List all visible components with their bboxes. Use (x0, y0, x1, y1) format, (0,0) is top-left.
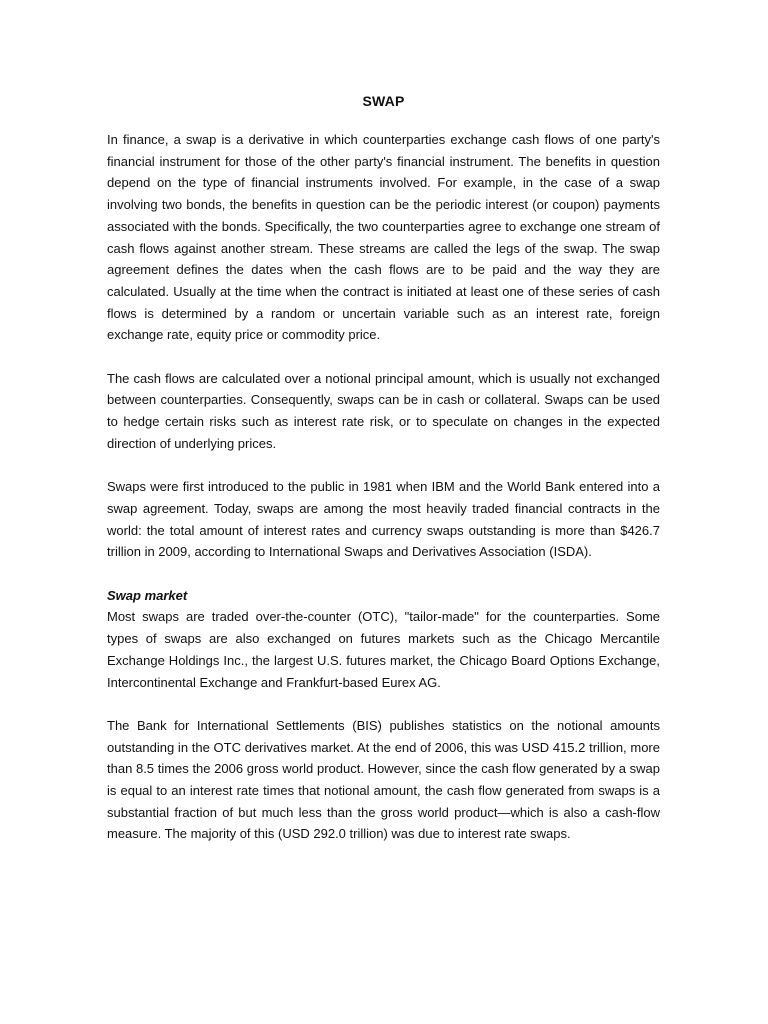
section-heading-swap-market: Swap market (107, 587, 188, 603)
paragraph-otc-trading: Most swaps are traded over-the-counter (OTC), "tailor-made" for the counterparties. Some types of swaps are also exchanged on futures markets such as the Chicago Mercantile Exchange Holdings Inc., the largest U.S. futures market, the Chicago Board Options Exchange, Intercontinental Exchange and Frankfurt-based Eurex AG. (107, 609, 660, 690)
paragraph-definition: In finance, a swap is a derivative in which counterparties exchange cash flows of one party's financial instrument for those of the other party's financial instrument. The benefits in question depend on the type of financial instruments involved. For example, in the case of a swap involving two bonds, the benefits in question can be the periodic interest (or coupon) payments associated with the bonds. Specifically, the two counterparties agree to exchange one stream of cash flows against another stream. These streams are called the legs of the swap. The swap agreement defines the dates when the cash flows are to be paid and the way they are calculated. Usually at the time when the contract is initiated at least one of these series of cash flows is determined by a random or uncertain variable such as an interest rate, foreign exchange rate, equity price or commodity price. (107, 132, 660, 343)
paragraph-history: Swaps were first introduced to the public in 1981 when IBM and the World Bank entered into a swap agreement. Today, swaps are among the most heavily traded financial contracts in the world: the total amount of interest rates and currency swaps outstanding is more than $426.7 trillion in 2009, according to International Swaps and Derivatives Association (ISDA). (107, 479, 660, 560)
paragraph-bis-statistics: The Bank for International Settlements (BIS) publishes statistics on the notional amounts outstanding in the OTC derivatives market. At the end of 2006, this was USD 415.2 trillion, more than 8.5 times the 2006 gross world product. However, since the cash flow generated by a swap is equal to an interest rate times that notional amount, the cash flow generated from swaps is a substantial fraction of but much less than the gross world product—which is also a cash-flow measure. The majority of this (USD 292.0 trillion) was due to interest rate swaps. (107, 717, 660, 842)
page-title: SWAP (362, 93, 405, 109)
document-page (107, 93, 660, 867)
paragraph-cash-flows: The cash flows are calculated over a notional principal amount, which is usually not exchanged between counterparties. Consequently, swaps can be in cash or collateral. Swaps can be used to hedge certain risks such as interest rate risk, or to speculate on changes in the expected direction of underlying prices. (107, 370, 660, 451)
